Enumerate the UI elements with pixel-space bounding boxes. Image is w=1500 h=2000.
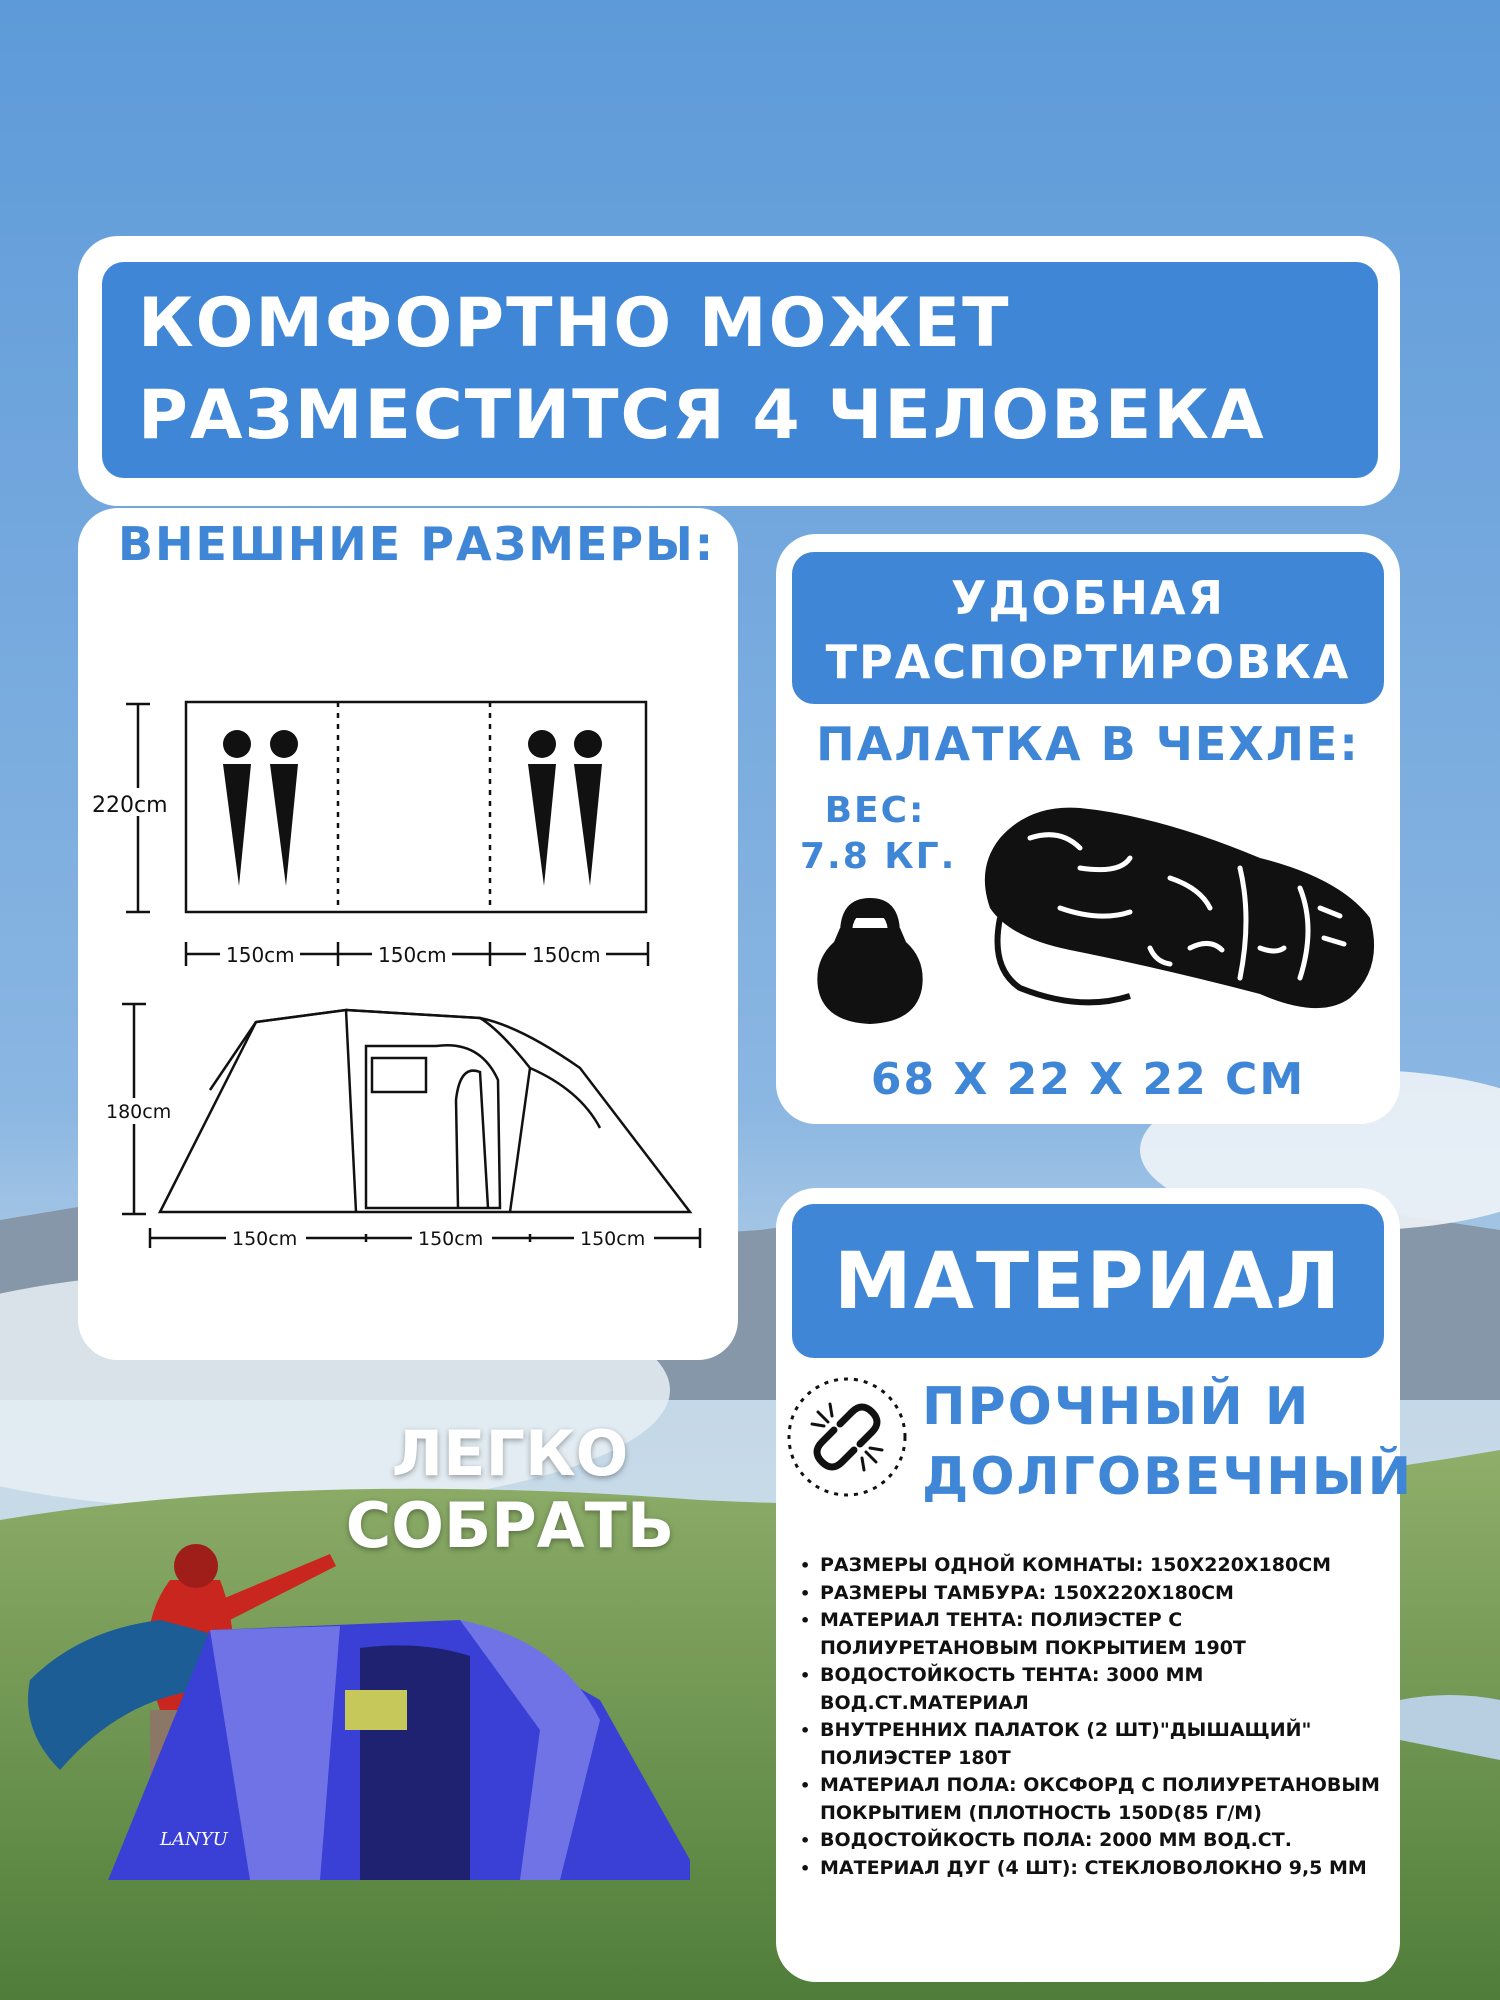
durable-line-2: ДОЛГОВЕЧНЫЙ [922,1447,1414,1507]
spec-item-text: ПОЛИЭСТЕР 180Т [820,1746,1011,1769]
camper-with-tent-photo [0,1480,720,1880]
spec-item [800,1772,1390,1827]
spec-item [800,1662,1390,1717]
dimensions-title: ВНЕШНИЕ РАЗМЕРЫ: [118,517,716,571]
spec-item-text: • МАТЕРИАЛ ПОЛА: ОКСФОРД С ПОЛИУРЕТАНОВЫМ [820,1774,1380,1796]
weight-label [800,788,957,880]
person-figures-left [223,730,298,886]
tent-side-outline [160,1010,690,1212]
spec-item-text: ВОД.СТ.МАТЕРИАЛ [820,1691,1029,1714]
side-width-label-2: 150cm [418,1228,484,1250]
durable-caption [922,1372,1413,1512]
spec-item [800,1855,1390,1883]
headline-line-2: РАЗМЕСТИТСЯ 4 ЧЕЛОВЕКА [138,376,1266,455]
bag-size: 68 X 22 X 22 СМ [870,1054,1306,1105]
transport-banner [792,552,1384,704]
spec-item-text: • ВОДОСТОЙКОСТЬ ТЕНТА: 3000 ММ [820,1664,1204,1686]
spec-item [800,1827,1390,1855]
tent-dimensions-diagram [80,680,720,1260]
tent-bag-icon [960,798,1390,1028]
spec-item [800,1552,1390,1580]
easy-setup-line-2: СОБРАТЬ [345,1489,675,1562]
spec-item-text: • РАЗМЕРЫ ОДНОЙ КОМНАТЫ: 150Х220Х180СМ [820,1554,1332,1576]
spec-item-text: • МАТЕРИАЛ ТЕНТА: ПОЛИЭСТЕР С [820,1609,1183,1631]
plan-width-label-2: 150cm [378,943,447,967]
plan-width-label-1: 150cm [226,943,295,967]
tent-plan-outline [186,702,646,912]
spec-item [800,1580,1390,1608]
headline-banner [102,262,1378,478]
spec-item-text: • МАТЕРИАЛ ДУГ (4 ШТ): СТЕКЛОВОЛОКНО 9,5 ММ [820,1856,1367,1879]
spec-item-text: ПОКРЫТИЕМ (ПЛОТНОСТЬ 150D(85 Г/М) [820,1801,1262,1824]
spec-item [800,1607,1390,1662]
tent-brand-logo: LANYU [160,1829,228,1850]
plan-height-label: 220cm [92,793,168,818]
person-figures-right [528,730,602,886]
transport-line-1: УДОБНАЯ [950,571,1226,625]
weight-caption: ВЕС: [824,790,926,831]
side-width-label-1: 150cm [232,1228,298,1250]
transport-line-2: ТРАСПОРТИРОВКА [825,635,1351,689]
kettlebell-icon [810,890,930,1030]
easy-setup-line-1: ЛЕГКО [391,1417,629,1490]
spec-item-text: • ВОДОСТОЙКОСТЬ ПОЛА: 2000 ММ ВОД.СТ. [820,1829,1292,1851]
spec-item [800,1717,1390,1772]
headline-line-1: КОМФОРТНО МОЖЕТ [138,284,1011,363]
material-banner [792,1204,1384,1358]
side-height-label: 180cm [106,1101,172,1123]
plan-width-label-3: 150cm [532,943,601,967]
broken-chain-icon [782,1372,912,1502]
side-width-label-3: 150cm [580,1228,646,1250]
material-title: МАТЕРИАЛ [833,1237,1343,1327]
durable-line-1: ПРОЧНЫЙ И [922,1377,1311,1437]
material-spec-list [800,1552,1390,1882]
weight-value: 7.8 КГ. [800,836,957,877]
spec-item-text: • ВНУТРЕННИХ ПАЛАТОК (2 ШТ)"ДЫШАЩИЙ" [820,1719,1312,1741]
spec-item-text: • РАЗМЕРЫ ТАМБУРА: 150Х220Х180СМ [820,1581,1234,1604]
spec-item-text: ПОЛИУРЕТАНОВЫМ ПОКРЫТИЕМ 190Т [820,1636,1246,1659]
bag-title: ПАЛАТКА В ЧЕХЛЕ: [816,717,1360,771]
